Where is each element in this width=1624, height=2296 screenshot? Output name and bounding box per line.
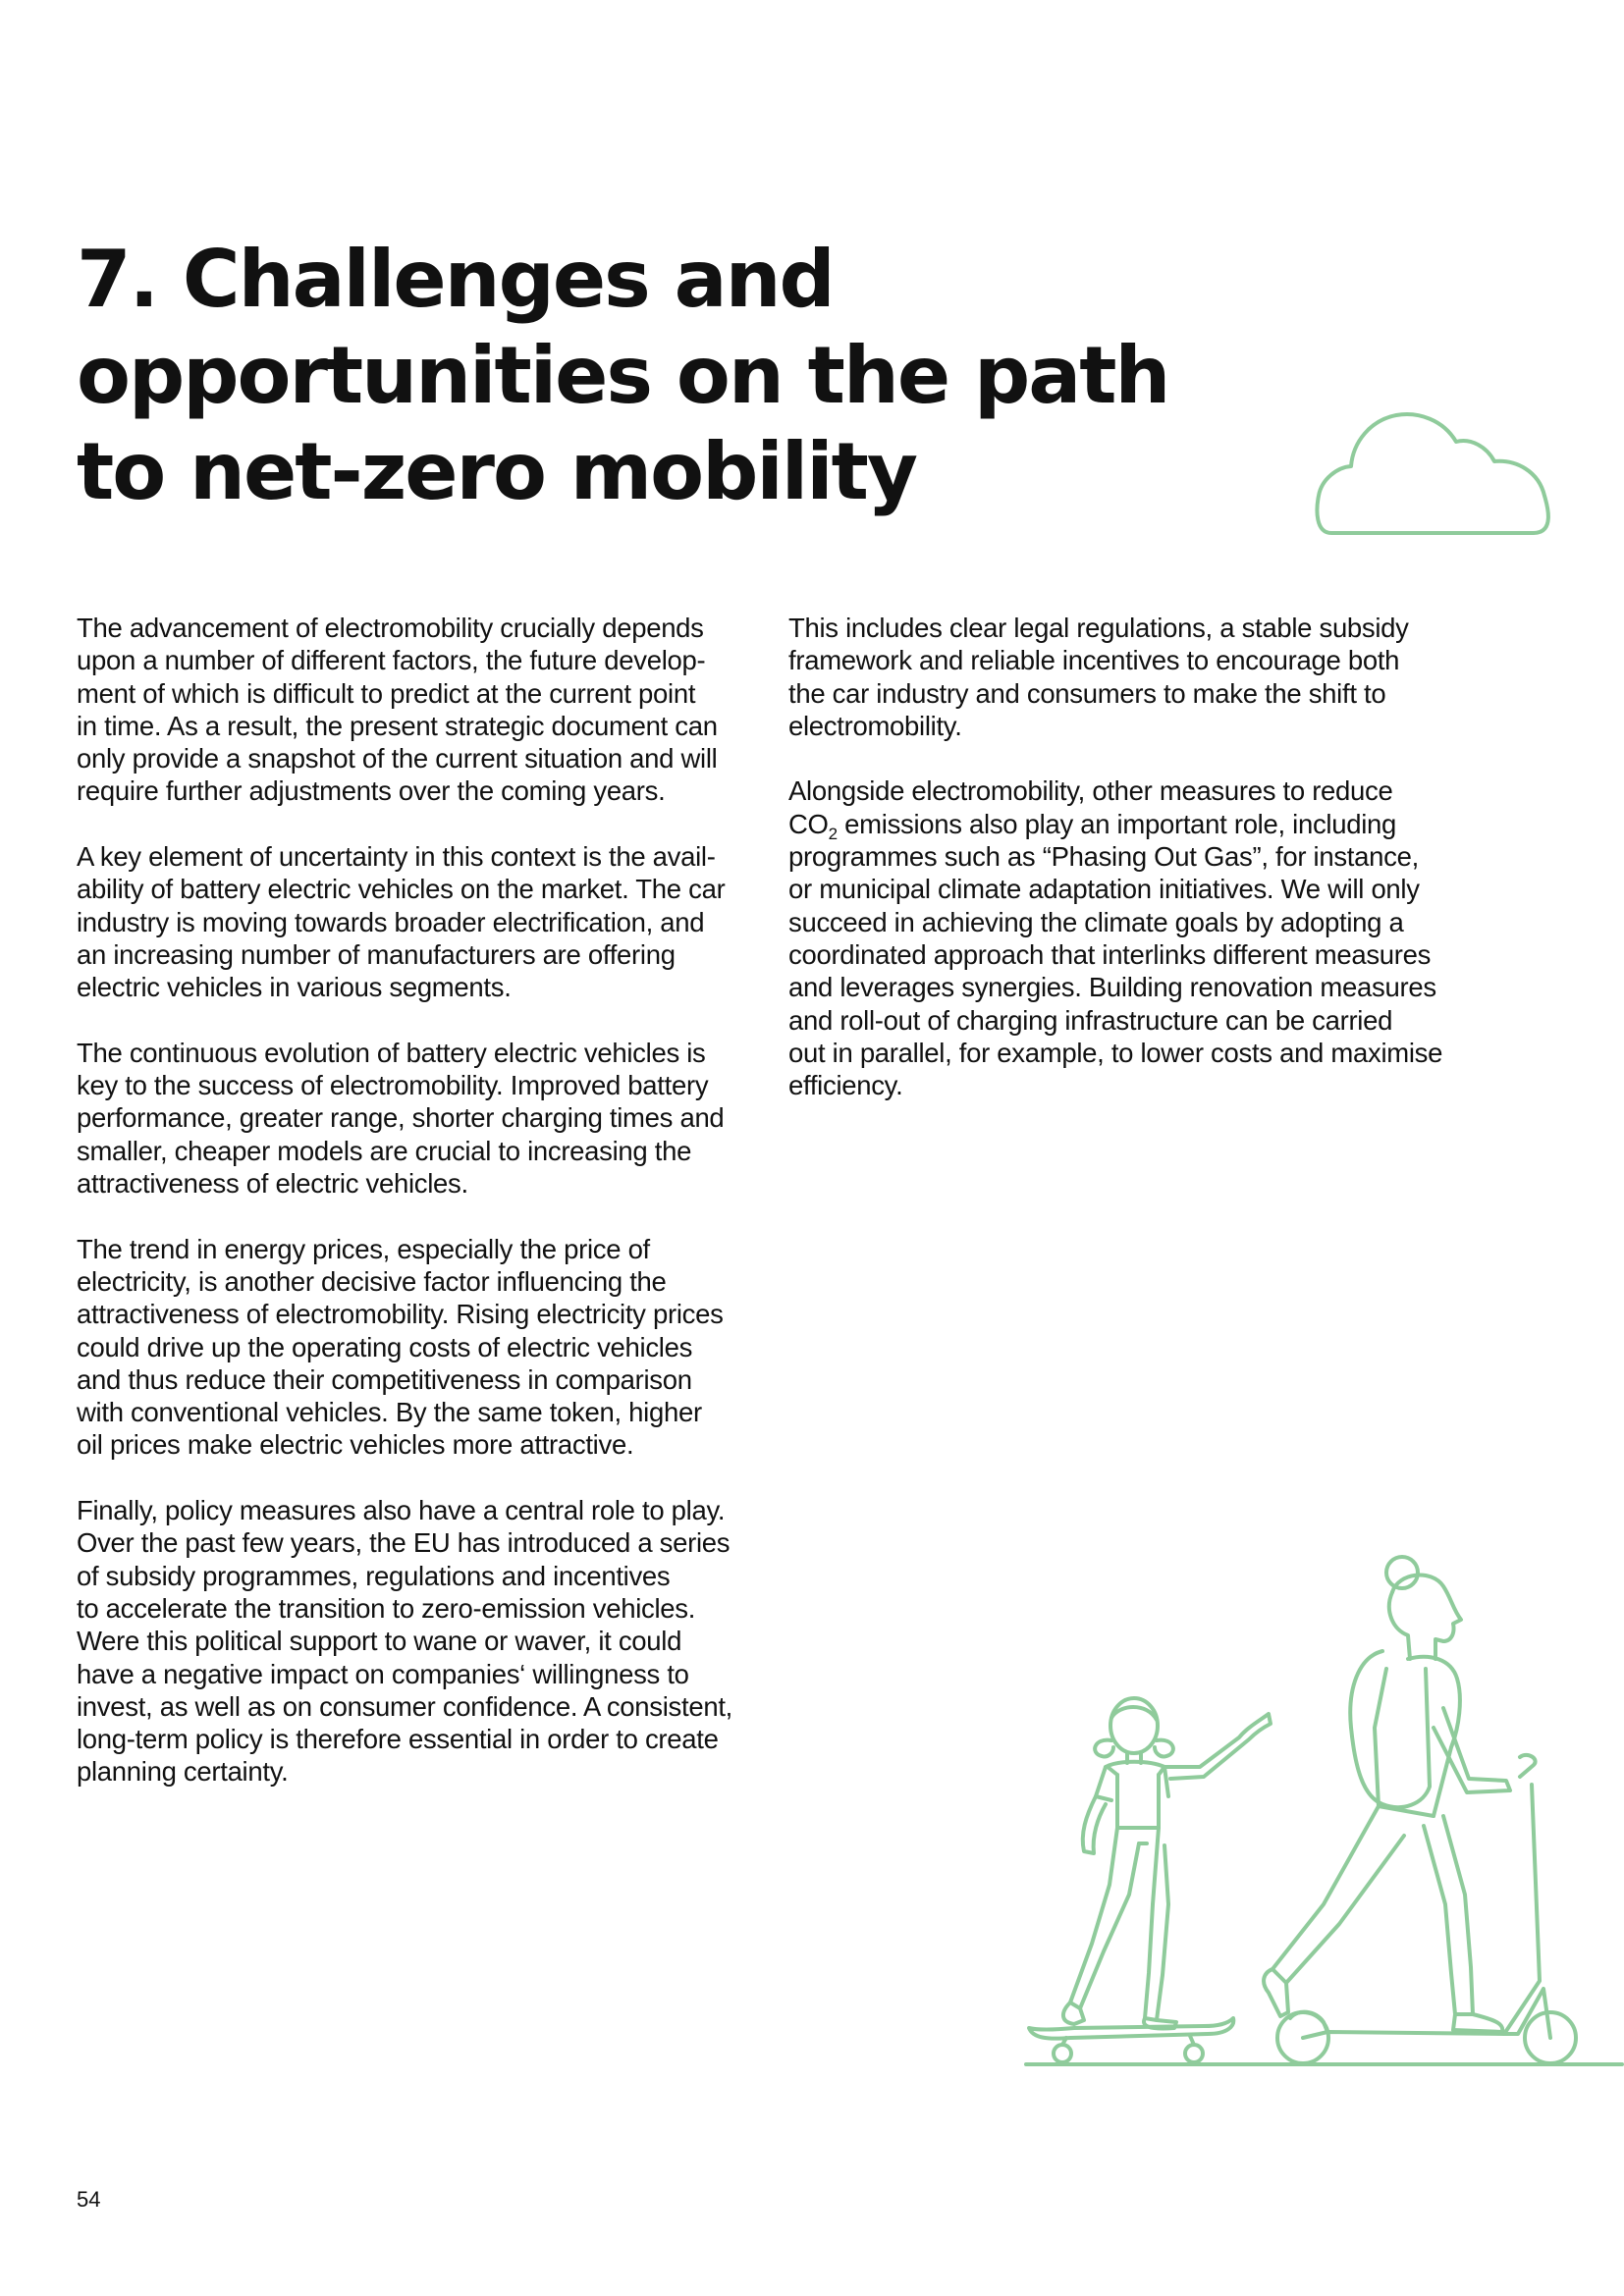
text-line: or municipal climate adaptation initiatives. We will only	[788, 874, 1420, 905]
co2-suffix: emissions also play an important role, including	[837, 808, 1397, 839]
text-line: and roll-out of charging infrastructure can be carried	[788, 1004, 1393, 1036]
text-line: in time. As a result, the present strategic document can	[77, 710, 718, 741]
page-title	[77, 232, 1206, 520]
text-line: upon a number of different factors, the future develop-	[77, 645, 706, 676]
text-line: succeed in achieving the climate goals by adopting a	[788, 906, 1404, 937]
paragraph	[788, 774, 1476, 1101]
text-line: performance, greater range, shorter charging times and	[77, 1102, 725, 1134]
paragraph	[788, 612, 1476, 742]
text-line: smaller, cheaper models are crucial to increasing the	[77, 1135, 692, 1166]
text-line: oil prices make electric vehicles more attractive.	[77, 1429, 634, 1461]
text-line: an increasing number of manufacturers are offering	[77, 938, 676, 970]
co2-prefix: CO	[788, 808, 829, 839]
text-line: The advancement of electromobility crucially depends	[77, 613, 704, 643]
child-figure	[1063, 1698, 1271, 2029]
text-line: require further adjustments over the coming years.	[77, 775, 666, 807]
co2-subscript: 2	[828, 824, 838, 843]
text-line: A key element of uncertainty in this context is the avail-	[77, 841, 716, 873]
left-column	[77, 612, 764, 1821]
text-line: programmes such as “Phasing Out Gas”, for instance,	[788, 841, 1419, 873]
text-line: The continuous evolution of battery electric vehicles is	[77, 1037, 706, 1068]
text-line: electromobility.	[788, 710, 962, 741]
text-line: the car industry and consumers to make the shift to	[788, 677, 1386, 709]
text-line: framework and reliable incentives to encourage both	[788, 645, 1400, 676]
text-line: coordinated approach that interlinks different measures	[788, 938, 1432, 970]
paragraph	[77, 1037, 764, 1200]
text-line-co2	[788, 808, 1476, 843]
text-line: attractiveness of electric vehicles.	[77, 1168, 468, 1200]
paragraph	[77, 1494, 764, 1789]
paragraph	[77, 1233, 764, 1462]
text-line: and thus reduce their competitiveness in comparison	[77, 1363, 692, 1395]
text-line: Alongside electromobility, other measures to reduce	[788, 775, 1393, 807]
text-line: Over the past few years, the EU has introduced a series	[77, 1527, 731, 1559]
text-line: out in parallel, for example, to lower costs and maximise	[788, 1037, 1443, 1068]
page-title-line: 7. Challenges and	[77, 234, 834, 325]
text-line: of subsidy programmes, regulations and incentives	[77, 1560, 671, 1591]
text-line: with conventional vehicles. By the same token, higher	[77, 1397, 702, 1428]
text-line: The trend in energy prices, especially the price of	[77, 1233, 650, 1264]
text-line: have a negative impact on companies‘ willingness to	[77, 1658, 689, 1689]
text-line: could drive up the operating costs of electric vehicles	[77, 1331, 693, 1362]
page-number: 54	[77, 2187, 101, 2212]
paragraph	[77, 612, 764, 808]
text-line: only provide a snapshot of the current situation and will	[77, 743, 718, 774]
text-line: Finally, policy measures also have a central role to play.	[77, 1495, 726, 1526]
text-line: planning certainty.	[77, 1756, 289, 1788]
page-title-line: to net-zero mobility	[77, 426, 917, 517]
text-line: key to the success of electromobility. Improved battery	[77, 1070, 709, 1101]
text-line: long-term policy is therefore essential in order to create	[77, 1724, 719, 1755]
text-line: attractiveness of electromobility. Rising electricity prices	[77, 1299, 724, 1330]
text-line: ment of which is difficult to predict at the current point	[77, 677, 696, 709]
text-line: to accelerate the transition to zero-emission vehicles.	[77, 1592, 696, 1624]
skateboard	[1029, 2018, 1233, 2062]
text-line: industry is moving towards broader electrification, and	[77, 906, 705, 937]
text-line: Were this political support to wane or waver, it could	[77, 1626, 682, 1657]
text-line: efficiency.	[788, 1070, 903, 1101]
text-line: electric vehicles in various segments.	[77, 972, 512, 1003]
right-column	[788, 612, 1476, 1135]
text-line: This includes clear legal regulations, a stable subsidy	[788, 613, 1409, 643]
woman-figure	[1264, 1557, 1510, 2032]
paragraph	[77, 840, 764, 1003]
text-line: invest, as well as on consumer confidence. A consistent,	[77, 1690, 733, 1722]
kick-scooter	[1277, 1755, 1576, 2063]
text-line: and leverages synergies. Building renovation measures	[788, 972, 1436, 1003]
text-line: ability of battery electric vehicles on the market. The car	[77, 874, 726, 905]
page-title-line: opportunities on the path	[77, 330, 1169, 421]
text-line: electricity, is another decisive factor influencing the	[77, 1265, 667, 1297]
